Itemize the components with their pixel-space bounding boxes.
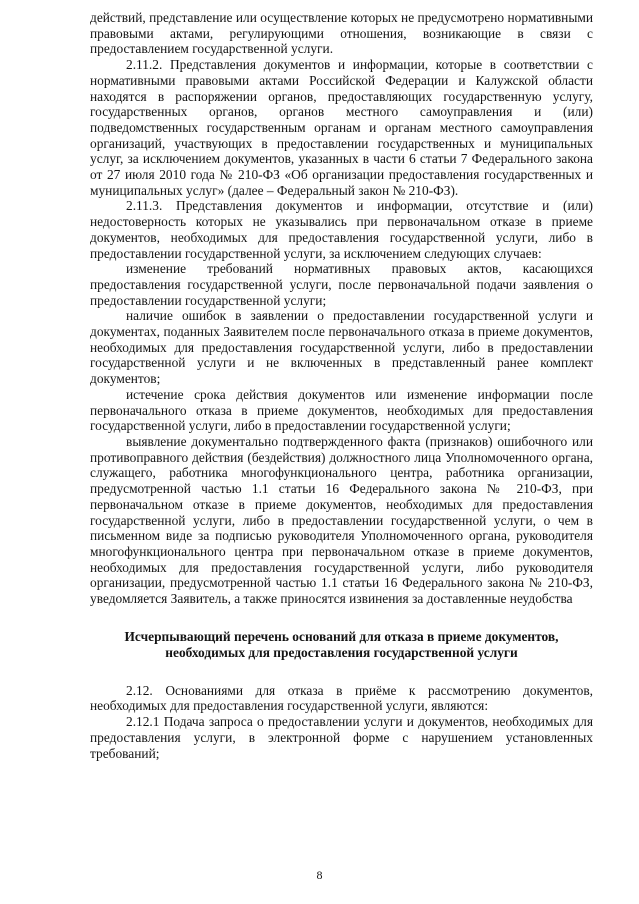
- page-number: 8: [316, 868, 323, 882]
- paragraph-2-11-3: 2.11.3. Представления документов и информации, отсутствие и (или) недостоверность которых не указывались при первоначальном отказе в приеме документов, необходимых для предоставления государственной услуги, либо в предоставлении государственной услуги, за исключением следующих случаев:: [90, 198, 593, 261]
- paragraph-case-requirements-change: изменение требований нормативных правовых актов, касающихся предоставления государственной услуги, после первоначальной подачи заявления о предоставлении государственной услуги;: [90, 261, 593, 308]
- paragraph-2-12: 2.12. Основаниями для отказа в приёме к рассмотрению документов, необходимых для предоставления государственной услуги, являются:: [90, 682, 593, 714]
- paragraph-case-erroneous-action: выявление документально подтвержденного факта (признаков) ошибочного или противоправного действия (бездействия) должностного лица Уполномоченного органа, служащего, работника многофункционального центра, работника организации, предусмотренной частью 1.1 статьи 16 Федерального закона № 210-ФЗ, при первоначальном отказе в приеме документов, необходимых для предоставления государственной услуги, либо в предоставлении государственной услуги, о чем в письменном виде за подписью руководителя Уполномоченного органа, руководителя многофункционального центра при первоначальном отказе в приеме документов, необходимых для предоставления государственной услуги, либо руководителя организации, предусмотренной частью 1.1 статьи 16 Федерального закона № 210-ФЗ, уведомляется Заявитель, а также приносятся извинения за доставленные неудобства: [90, 433, 593, 607]
- paragraph-2-11-2: 2.11.2. Представления документов и информации, которые в соответствии с нормативными правовыми актами Российской Федерации и Калужской области находятся в распоряжении органов, предоставляющих государственную услугу, государственных органов, органов местного самоуправления и (или) подведомственных государственным органам и органам местного самоуправления организаций, участвующих в предоставлении государственных и муниципальных услуг, за исключением документов, указанных в части 6 статьи 7 Федерального закона от 27 июля 2010 года № 210-ФЗ «Об организации предоставления государственных и муниципальных услуг» (далее – Федеральный закон № 210-ФЗ).: [90, 57, 593, 198]
- paragraph-case-errors: наличие ошибок в заявлении о предоставлении государственной услуги и документах, поданных Заявителем после первоначального отказа в приеме документов, необходимых для предоставления государственной услуги, либо в предоставлении государственной услуги и не включенных в представленный ранее комплект документов;: [90, 308, 593, 387]
- document-body: [90, 10, 593, 761]
- section-heading: Исчерпывающий перечень оснований для отказа в приеме документов, необходимых для предоставления государственной услуги: [124, 628, 559, 660]
- paragraph-continuation: действий, представление или осуществление которых не предусмотрено нормативными правовыми актами, регулирующими отношения, возникающие в связи с предоставлением государственной услуги.: [90, 10, 593, 57]
- paragraph-2-12-1: 2.12.1 Подача запроса о предоставлении услуги и документов, необходимых для предоставления услуги, в электронной форме с нарушением установленных требований;: [90, 714, 593, 761]
- paragraph-case-expiry: истечение срока действия документов или изменение информации после первоначального отказа в приеме документов, необходимых для предоставления государственной услуги, либо в предоставлении государственной услуги;: [90, 386, 593, 434]
